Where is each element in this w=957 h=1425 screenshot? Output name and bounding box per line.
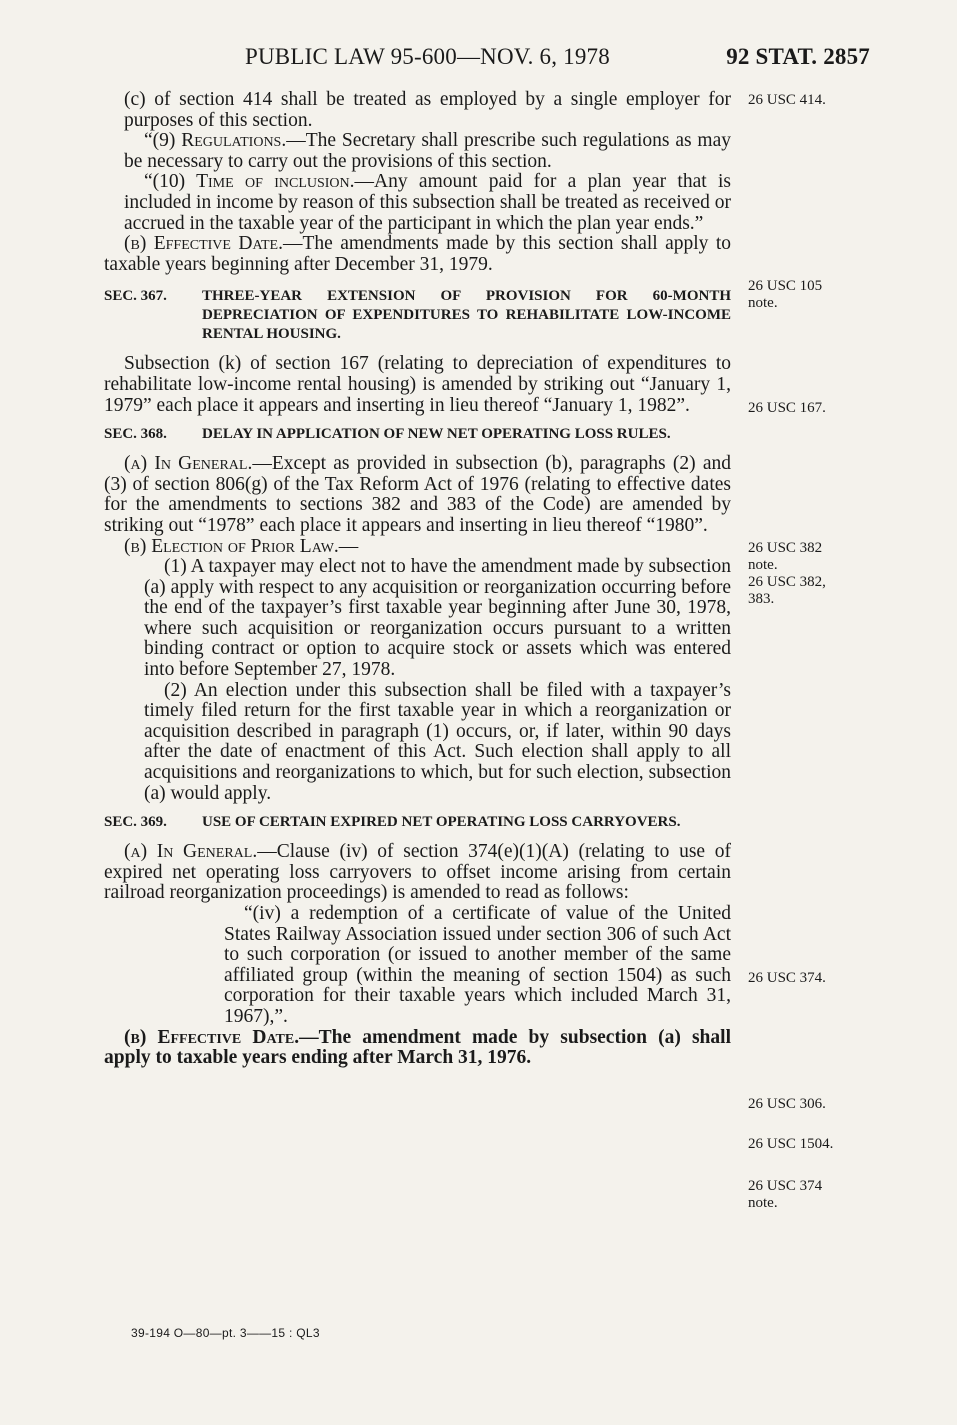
page-footer: 39-194 O—80—pt. 3——15 : QL3: [131, 1326, 320, 1340]
margin-note: 26 USC 374.: [748, 970, 826, 986]
header-title: PUBLIC LAW 95-600—NOV. 6, 1978: [245, 44, 610, 69]
section-heading: SEC. 369. USE OF CERTAIN EXPIRED NET OPERATING LOSS CARRYOVERS.: [104, 814, 681, 831]
paragraph: (2) An election under this subsection shall be filed with a taxpayer’s timely filed return for the first taxable year in which a reorganization or acquisition described in paragraph (1) occurs, or, if later, within 90 days after the date of enactment of this Act. Such election shall apply to all acquisitions and reorganizations to which, but for such election, subsection (a) would apply.: [144, 679, 731, 804]
margin-note: 26 USC 414.: [748, 92, 826, 108]
paragraph: (b) Effective Date.—The amendment made by subsection (a) shall apply to taxable years ending after March 31, 1976.: [104, 1026, 731, 1069]
paragraph: (b) Effective Date.—The amendments made by this section shall apply to taxable years beginning after December 31, 1979.: [104, 233, 731, 275]
paragraph: “(iv) a redemption of a certificate of value of the United States Railway Association issued under section 306 of such Act to such corporation (or issued to another member of the same affiliated group (within the meaning of section 1504) as such corporation for their taxable years which included March 31, 1967),”.: [224, 903, 731, 1027]
section-heading: SEC. 368. DELAY IN APPLICATION OF NEW NET OPERATING LOSS RULES.: [104, 426, 671, 443]
paragraph: Subsection (k) of section 167 (relating to depreciation of expenditures to rehabilitate low-income rental housing) is amended by striking out “January 1, 1979” each place it appears and inserting in lieu thereof “January 1, 1982”.: [104, 353, 731, 416]
margin-note: 26 USC 1504.: [748, 1136, 834, 1152]
paragraph: (a) In General.—Clause (iv) of section 374(e)(1)(A) (relating to use of expired net operating loss carryovers to offset income arising from certain railroad reorganization proceedings) is amended to read as follows:: [104, 841, 731, 904]
margin-note: 26 USC 105 note.: [748, 278, 823, 311]
paragraph: “(10) Time of inclusion.—Any amount paid for a plan year that is included in income by reason of this subsection shall be treated as received or accrued in the taxable year of the participant in which the plan year ends.”: [124, 171, 732, 234]
section-heading: SEC. 367. THREE-YEAR EXTENSION OF PROVISION FOR 60-MONTH DEPRECIATION OF EXPENDITURES TO REHABILITATE LOW-INCOME RENTAL HOUSING.: [104, 288, 731, 343]
paragraph: (1) A taxpayer may elect not to have the amendment made by subsection (a) apply with respect to any acquisition or reorganization occurring before the end of the taxpayer’s first taxable year beginning after June 30, 1978, where such acquisition or reorganization occurs pursuant to a written binding contract or option to acquire stock or assets which was entered into before September 27, 1978.: [144, 556, 731, 681]
header-statute-page: 92 STAT. 2857: [726, 44, 870, 69]
page-header: [0, 44, 957, 74]
margin-note: 26 USC 306.: [748, 1096, 826, 1112]
paragraph: “(9) Regulations.—The Secretary shall prescribe such regulations as may be necessary to carry out the provisions of this section.: [124, 130, 731, 172]
body-text: [104, 90, 731, 1069]
margin-note: 26 USC 382 note. 26 USC 382, 383.: [748, 540, 826, 607]
margin-note: 26 USC 374 note.: [748, 1178, 823, 1211]
paragraph: (a) In General.—Except as provided in subsection (b), paragraphs (2) and (3) of section 806(g) of the Tax Reform Act of 1976 (relating to effective dates for the amendments to sections 382 and 383 of the Code) are amended by striking out “1978” each place it appears and inserting in lieu thereof “1980”.: [104, 453, 731, 536]
paragraph: (b) Election of Prior Law.—: [124, 535, 359, 557]
paragraph: (c) of section 414 shall be treated as employed by a single employer for purposes of this section.: [124, 89, 731, 131]
margin-note: 26 USC 167.: [748, 400, 826, 416]
